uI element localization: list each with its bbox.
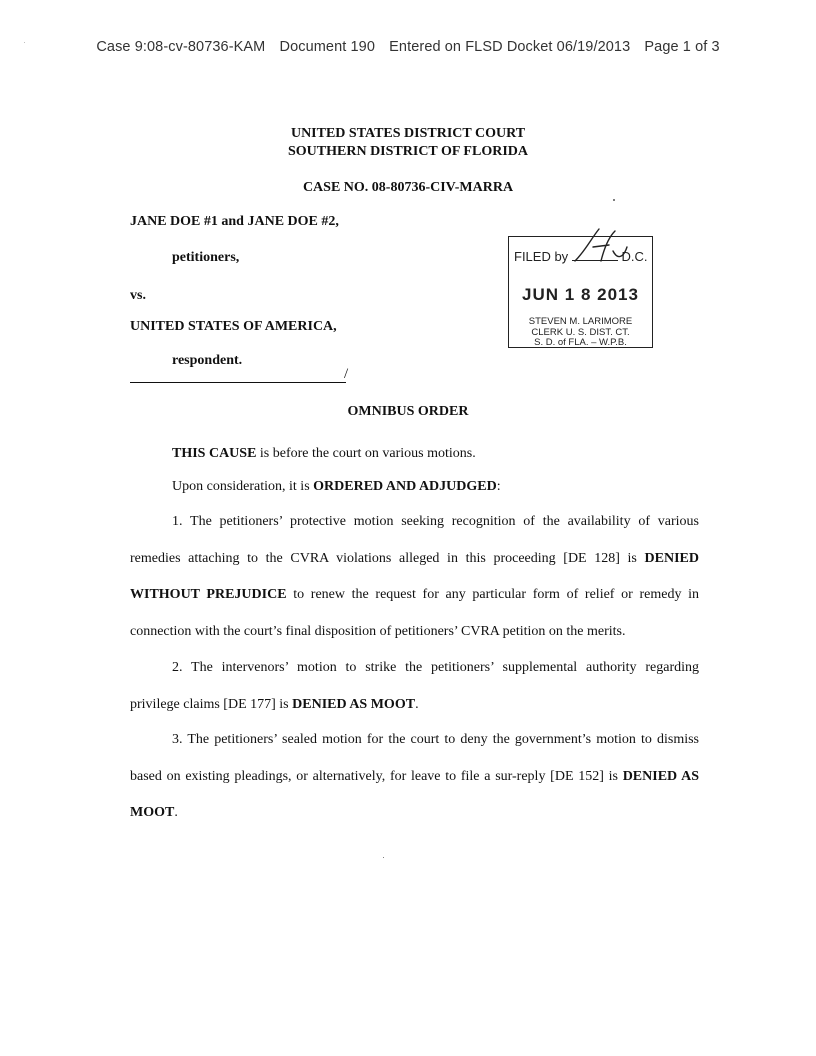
scan-speck xyxy=(383,857,384,858)
clerk-division: S. D. of FLA. – W.P.B. xyxy=(534,337,627,348)
p3-text: 3. The petitioners’ sealed motion for the court to deny the government’s motion to dismiss based on existing pleadings, or alternatively, for leave to file a sur-reply [DE 152] is xyxy=(130,732,699,784)
filed-by-label: FILED by xyxy=(514,249,569,264)
consider-bold: ORDERED AND ADJUDGED xyxy=(313,479,497,494)
p1-rest: to renew the request for any particular form of relief or remedy in connection with the court’s final disposition of petitioners’ CVRA petition on the merits. xyxy=(130,587,700,639)
p2-ruling: DENIED AS MOOT xyxy=(292,696,416,712)
docket-header xyxy=(0,39,816,55)
header-page-count: Page 1 of 3 xyxy=(644,39,720,55)
filed-stamp xyxy=(508,236,653,348)
consideration-paragraph xyxy=(130,469,699,506)
clerk-initials-signature-icon xyxy=(571,227,631,263)
court-name-line1: UNITED STATES DISTRICT COURT xyxy=(290,126,526,141)
p3-ruling: DENIED AS MOOT xyxy=(130,768,699,820)
clerk-title: CLERK U. S. DIST. CT. xyxy=(531,326,630,338)
court-name-line2: SOUTHERN DISTRICT OF FLORIDA xyxy=(288,144,528,159)
caption-divider xyxy=(130,382,346,383)
p2-end: . xyxy=(415,696,419,712)
versus-label: vs. xyxy=(130,288,146,303)
court-name xyxy=(0,125,816,161)
header-case-number: Case 9:08-cv-80736-KAM xyxy=(96,39,266,55)
intro-paragraph xyxy=(130,436,699,473)
header-document-number: Document 190 xyxy=(279,39,376,55)
consider-suffix: : xyxy=(496,479,501,494)
caption-slash: / xyxy=(344,366,349,382)
intro-bold: THIS CAUSE xyxy=(172,446,257,461)
respondent-name: UNITED STATES OF AMERICA, xyxy=(130,319,337,334)
p1-ruling: DENIED WITHOUT PREJUDICE xyxy=(130,550,699,602)
filed-date: JUN 1 8 2013 xyxy=(522,285,639,304)
filed-dc-label: D.C. xyxy=(621,249,648,264)
respondent-role: respondent. xyxy=(172,353,243,368)
header-entered-date: Entered on FLSD Docket 06/19/2013 xyxy=(389,39,631,55)
scan-speck xyxy=(24,42,25,43)
petitioners-role: petitioners, xyxy=(172,250,240,265)
order-title: OMNIBUS ORDER xyxy=(347,404,469,419)
p1-text: 1. The petitioners’ protective motion seeking recognition of the availability of various remedies attaching to the CVRA violations alleged in this proceeding [DE 128] is xyxy=(130,514,699,566)
consider-prefix: Upon consideration, it is xyxy=(172,479,314,494)
clerk-block xyxy=(509,317,652,349)
scan-speck xyxy=(613,199,615,201)
petitioners-names: JANE DOE #1 and JANE DOE #2, xyxy=(130,214,339,229)
p3-end: . xyxy=(174,805,178,820)
case-number: CASE NO. 08-80736-CIV-MARRA xyxy=(302,180,514,195)
p2-text: 2. The intervenors’ motion to strike the petitioners’ supplemental authority regarding privilege claims [DE 177] is xyxy=(130,660,699,712)
intro-text: is before the court on various motions. xyxy=(256,446,476,461)
order-paragraph-2 xyxy=(130,650,699,723)
clerk-name: STEVEN M. LARIMORE xyxy=(528,316,633,327)
order-paragraph-3 xyxy=(130,722,699,832)
order-paragraph-1 xyxy=(130,504,699,650)
